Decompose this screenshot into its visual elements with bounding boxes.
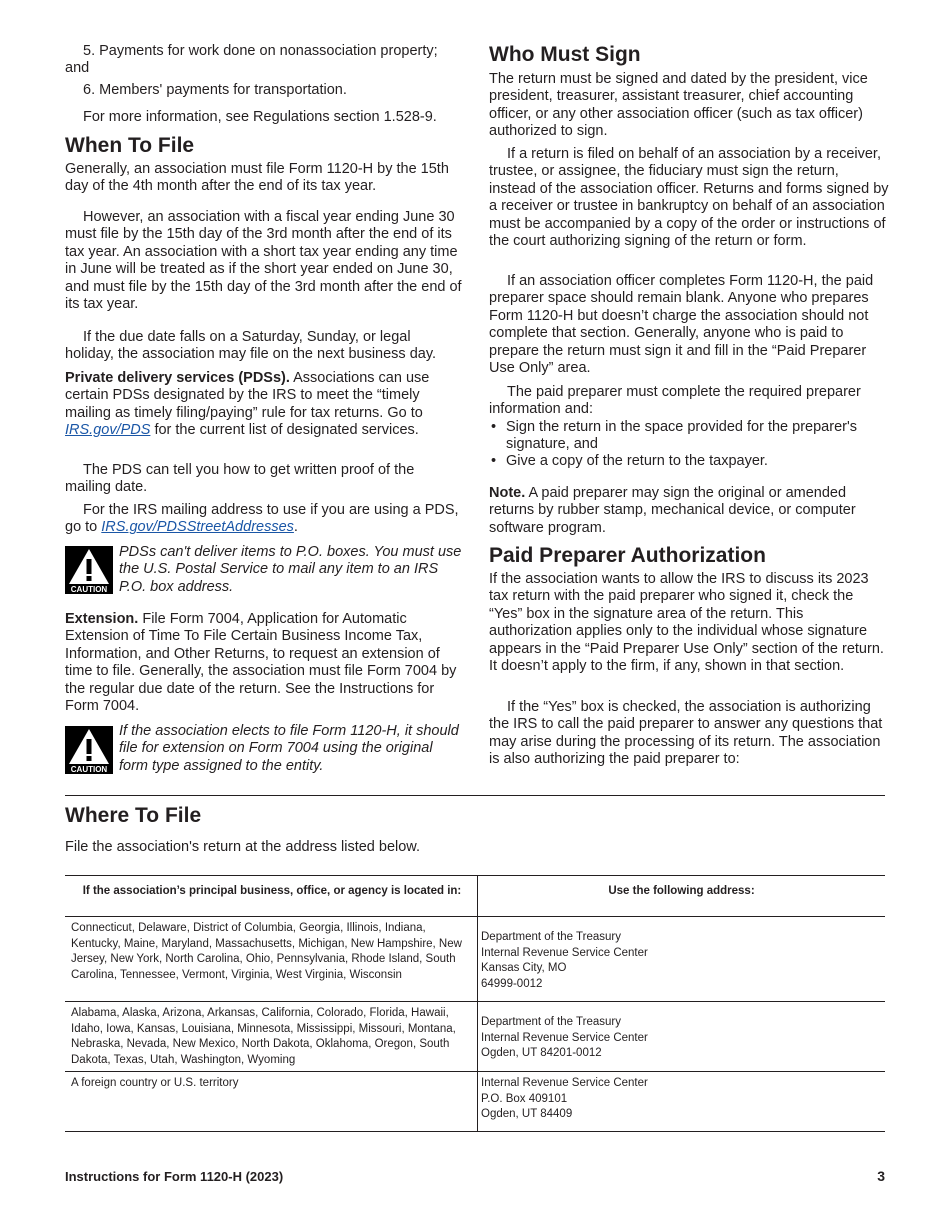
bullet-text: Give a copy of the return to the taxpayer. <box>506 453 768 469</box>
note-label: Note. <box>489 485 526 501</box>
pds-street-addresses-link[interactable]: IRS.gov/PDSStreetAddresses <box>101 519 294 536</box>
address-line: Ogden, UT 84409 <box>481 1108 573 1120</box>
when-paragraph: If the due date falls on a Saturday, Sunday, or legal holiday, the association may file on the next business day. <box>65 329 437 363</box>
caution-label: CAUTION <box>70 765 108 774</box>
caution-label: CAUTION <box>70 585 108 594</box>
note-paragraph <box>489 485 889 537</box>
irs-pds-link[interactable]: IRS.gov/PDS <box>65 422 151 439</box>
bullet-icon: • <box>491 419 497 435</box>
address-line: Kansas City, MO <box>481 962 567 974</box>
ppa-paragraph: If the “Yes” box is checked, the association is authorizing the IRS to call the paid preparer to answer any questions that may arise during the processing of its return. The association is also authorizing the paid preparer to: <box>489 699 883 768</box>
caution-icon <box>65 726 113 774</box>
bullet-item <box>489 419 889 454</box>
section-divider <box>65 795 885 796</box>
who-must-sign-heading: Who Must Sign <box>489 43 641 66</box>
where-intro: File the association's return at the address listed below. <box>65 839 420 855</box>
address-cell <box>478 1002 886 1072</box>
list-item-5: 5. Payments for work done on nonassociation property; and <box>65 43 438 77</box>
table-header-row <box>65 876 885 917</box>
address-line: Internal Revenue Service Center <box>481 1031 648 1044</box>
pds-text: . <box>293 519 298 536</box>
extension-label: Extension. <box>65 611 139 627</box>
list-item-6: 6. Members' payments for transportation. <box>83 82 347 98</box>
address-line: P.O. Box 409101 <box>481 1092 568 1105</box>
column-header-address: Use the following address: <box>608 885 755 897</box>
where-to-file-heading: Where To File <box>65 804 202 827</box>
pds-text: for the current list of designated services. <box>150 422 419 439</box>
address-line: Internal Revenue Service Center <box>481 946 648 959</box>
location-cell: Alabama, Alaska, Arizona, Arkansas, California, Colorado, Florida, Hawaii, Idaho, Iowa, Kansas, Louisiana, Minnesota, Mississippi, Missouri, Montana, Nebraska, Nevada, New Mexico, North Dakota, Oklahoma, Oregon, South Dakota, Texas, Utah, Washington, Wyoming <box>65 1002 478 1072</box>
caution-text: PDSs can't deliver items to P.O. boxes. You must use the U.S. Postal Service to mail any item to an IRS P.O. box address. <box>119 544 462 595</box>
sign-paragraph: If a return is filed on behalf of an association by a receiver, trustee, or assignee, the fiduciary must sign the return, instead of the association officer. Returns and forms signed by a receiver or trustee in bankruptcy on behalf of an association must be accompanied by a copy of the order or instructions of the court authorizing signing of the return or form. <box>489 146 889 250</box>
address-line: Internal Revenue Service Center <box>481 1077 648 1089</box>
bullet-item <box>489 453 889 470</box>
sign-paragraph: The paid preparer must complete the required preparer information and: <box>489 384 861 418</box>
address-line: Department of the Treasury <box>481 931 621 943</box>
address-cell <box>478 1072 886 1132</box>
sign-paragraph: The return must be signed and dated by the president, vice president, treasurer, assistant treasurer, chief accounting officer, or any other association officer (such as tax officer) authorized to sign. <box>489 71 868 140</box>
location-cell: A foreign country or U.S. territory <box>65 1072 478 1132</box>
sign-paragraph: If an association officer completes Form 1120-H, the paid preparer space should remain blank. Anyone who prepares Form 1120-H but doesn’t charge the association should not complete that section. Generally, anyone who is paid to prepare the return must sign it and fill in the “Paid Preparer Use Only” area. <box>489 273 874 377</box>
page-number: 3 <box>877 1168 885 1184</box>
caution-text: If the association elects to file Form 1120-H, it should file for extension on Form 7004 using the original form type assigned to the entity. <box>119 723 459 774</box>
when-paragraph: Generally, an association must file Form 1120-H by the 15th day of the 4th month after the end of its tax year. <box>65 161 449 195</box>
address-cell <box>478 917 886 1002</box>
pds-text: For the IRS mailing address to use if you are using a PDS, go to <box>65 502 459 536</box>
pds-text: Associations can use certain PDSs designated by the IRS to meet the “timely mailing as timely filing/paying” rule for tax returns. Go to <box>65 370 430 421</box>
paid-preparer-authorization-heading: Paid Preparer Authorization <box>489 544 766 567</box>
location-cell: Connecticut, Delaware, District of Columbia, Georgia, Illinois, Indiana, Kentucky, Maine, Maryland, Massachusetts, Michigan, New Hampshire, New Jersey, New York, North Carolina, Ohio, Pennsylvania, Rhode Island, South Carolina, Tennessee, Vermont, Virginia, West Virginia, Wisconsin <box>65 917 478 1002</box>
pds-paragraph <box>65 502 463 537</box>
bullet-icon: • <box>491 453 497 469</box>
when-paragraph: However, an association with a fiscal year ending June 30 must file by the 15th day of the 3rd month after the end of its tax year. An association with a short tax year ending any time in June will be treated as if the short year ended on June 30, and must file by the 15th day of the 3rd month after the end of its tax year. <box>65 209 462 313</box>
footer-title: Instructions for Form 1120-H (2023) <box>65 1169 284 1184</box>
table-row <box>65 1072 885 1132</box>
table-row <box>65 917 885 1002</box>
column-header-location: If the association’s principal business, office, or agency is located in: <box>65 876 478 917</box>
extension-paragraph <box>65 611 463 715</box>
caution-icon <box>65 546 113 594</box>
pds-label: Private delivery services (PDSs). <box>65 370 290 386</box>
address-table <box>65 875 885 1132</box>
address-line: 64999-0012 <box>481 977 543 990</box>
extension-text: File Form 7004, Application for Automatic Extension of Time To File Certain Business Income Tax, Information, and Other Returns, to request an extension of time to file. Generally, the association must file Form 7004 by the regular due date of the return. See the Instructions for Form 7004. <box>65 611 457 715</box>
pds-paragraph: The PDS can tell you how to get written proof of the mailing date. <box>65 462 415 496</box>
pds-paragraph <box>65 370 463 440</box>
when-to-file-heading: When To File <box>65 134 195 157</box>
address-line: Department of the Treasury <box>481 1016 621 1029</box>
note-text: A paid preparer may sign the original or amended returns by rubber stamp, mechanical device, or computer software program. <box>489 485 856 536</box>
more-info-text: For more information, see Regulations section 1.528-9. <box>83 109 437 125</box>
table-row <box>65 1002 885 1072</box>
address-line: Ogden, UT 84201-0012 <box>481 1047 602 1060</box>
ppa-paragraph: If the association wants to allow the IRS to discuss its 2023 tax return with the paid preparer who signed it, check the “Yes” box in the signature area of the return. This authorization applies only to the individual whose signature appears in the “Paid Preparer Use Only” section of the return. It doesn’t apply to the firm, if any, shown in that section. <box>489 571 884 675</box>
bullet-text: Sign the return in the space provided for the preparer's signature, and <box>506 419 857 453</box>
